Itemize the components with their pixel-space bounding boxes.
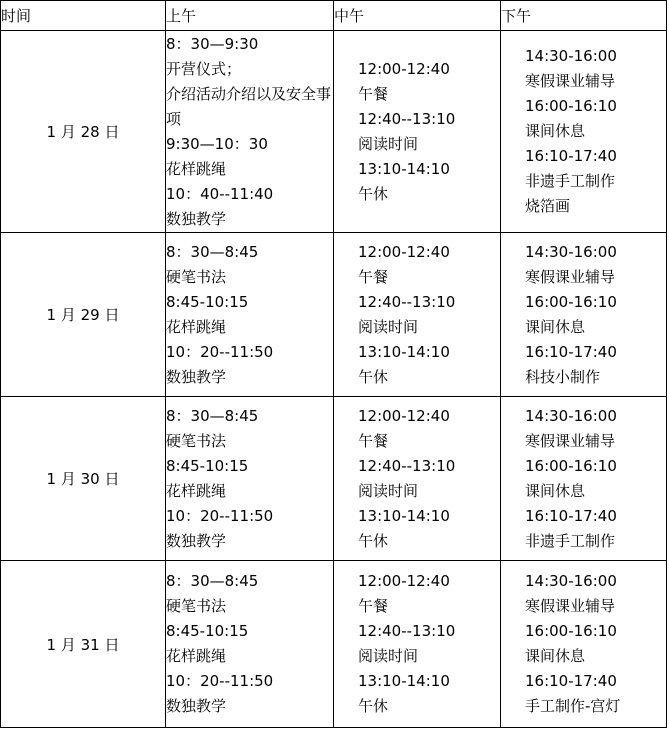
schedule-line: 午休 [358, 367, 389, 386]
schedule-line: 13:10-14:10 [358, 506, 450, 525]
noon-cell [334, 397, 501, 561]
schedule-line: 阅读时间 [358, 134, 419, 153]
schedule-line: 数独教学 [166, 367, 227, 386]
date-cell: 1 月 29 日 [1, 233, 166, 397]
date-cell: 1 月 30 日 [1, 397, 166, 561]
morning-cell [166, 31, 334, 233]
schedule-line: 12:00-12:40 [358, 59, 450, 78]
schedule-line: 16:10-17:40 [525, 342, 617, 361]
header-time: 时间 [1, 1, 166, 31]
schedule-line: 非遗手工制作 [525, 531, 616, 550]
schedule-line: 烧箔画 [525, 197, 571, 215]
schedule-line: 花样跳绳 [166, 481, 227, 500]
afternoon-cell [501, 233, 667, 397]
morning-cell [166, 233, 334, 397]
schedule-line: 8：30—9:30 [166, 34, 259, 53]
schedule-line: 13:10-14:10 [358, 672, 450, 690]
schedule-line: 课间休息 [525, 481, 586, 500]
schedule-line: 寒假课业辅导 [525, 267, 616, 286]
schedule-line: 12:00-12:40 [358, 572, 450, 590]
schedule-line: 10：20--11:50 [166, 672, 274, 690]
table-row [1, 233, 667, 397]
schedule-line: 阅读时间 [358, 481, 419, 500]
schedule-line: 花样跳绳 [166, 159, 227, 178]
schedule-line: 16:10-17:40 [525, 147, 617, 165]
schedule-line: 16:00-16:10 [525, 292, 617, 311]
schedule-line: 课间休息 [525, 122, 586, 140]
schedule-line: 12:40--13:10 [358, 109, 456, 128]
schedule-line: 数独教学 [166, 531, 227, 550]
table-row [1, 31, 667, 233]
schedule-line: 寒假课业辅导 [525, 72, 616, 90]
schedule-line: 13:10-14:10 [358, 159, 450, 178]
schedule-line: 午餐 [358, 84, 389, 103]
schedule-line: 开营仪式； [166, 59, 242, 78]
afternoon-cell [501, 397, 667, 561]
noon-cell [334, 561, 501, 728]
schedule-line: 介绍活动介绍以及安全事项 [166, 84, 332, 128]
schedule-line: 数独教学 [166, 697, 227, 715]
morning-cell [166, 561, 334, 728]
schedule-line: 10：40--11:40 [166, 184, 274, 203]
afternoon-cell [501, 561, 667, 728]
header-morning: 上午 [166, 1, 334, 31]
schedule-line: 硬笔书法 [166, 431, 227, 450]
schedule-line: 课间休息 [525, 317, 586, 336]
schedule-line: 阅读时间 [358, 317, 419, 336]
schedule-line: 课间休息 [525, 647, 586, 665]
schedule-line: 14:30-16:00 [525, 572, 617, 590]
schedule-line: 午休 [358, 531, 389, 550]
schedule-line: 科技小制作 [525, 367, 601, 386]
schedule-line: 10：20--11:50 [166, 506, 274, 525]
schedule-line: 午休 [358, 184, 389, 203]
table-row [1, 397, 667, 561]
schedule-line: 16:00-16:10 [525, 456, 617, 475]
schedule-line: 13:10-14:10 [358, 342, 450, 361]
noon-cell [334, 31, 501, 233]
schedule-line: 16:00-16:10 [525, 622, 617, 640]
schedule-line: 9:30—10：30 [166, 134, 268, 153]
schedule-line: 硬笔书法 [166, 597, 227, 615]
schedule-line: 午餐 [358, 431, 389, 450]
schedule-line: 8：30—8:45 [166, 242, 259, 261]
schedule-line: 12:00-12:40 [358, 242, 450, 261]
schedule-line: 8:45-10:15 [166, 456, 249, 475]
schedule-line: 12:40--13:10 [358, 622, 456, 640]
schedule-line: 硬笔书法 [166, 267, 227, 286]
schedule-line: 寒假课业辅导 [525, 597, 616, 615]
header-noon: 中午 [334, 1, 501, 31]
schedule-line: 14:30-16:00 [525, 47, 617, 65]
schedule-line: 寒假课业辅导 [525, 431, 616, 450]
schedule-line: 12:00-12:40 [358, 406, 450, 425]
table-row [1, 561, 667, 728]
date-cell: 1 月 31 日 [1, 561, 166, 728]
schedule-line: 非遗手工制作 [525, 172, 616, 190]
schedule-line: 手工制作-宫灯 [525, 697, 621, 715]
afternoon-cell [501, 31, 667, 233]
schedule-line: 8:45-10:15 [166, 292, 249, 311]
schedule-line: 16:10-17:40 [525, 506, 617, 525]
morning-cell [166, 397, 334, 561]
header-afternoon: 下午 [501, 1, 667, 31]
schedule-line: 午餐 [358, 267, 389, 286]
schedule-line: 花样跳绳 [166, 317, 227, 336]
schedule-line: 8：30—8:45 [166, 406, 259, 425]
schedule-line: 午餐 [358, 597, 389, 615]
schedule-line: 8:45-10:15 [166, 622, 249, 640]
schedule-line: 午休 [358, 697, 389, 715]
schedule-line: 14:30-16:00 [525, 242, 617, 261]
schedule-line: 12:40--13:10 [358, 456, 456, 475]
schedule-line: 16:10-17:40 [525, 672, 617, 690]
schedule-line: 10：20--11:50 [166, 342, 274, 361]
schedule-line: 14:30-16:00 [525, 406, 617, 425]
date-cell: 1 月 28 日 [1, 31, 166, 233]
schedule-line: 8：30—8:45 [166, 572, 259, 590]
schedule-line: 12:40--13:10 [358, 292, 456, 311]
schedule-line: 阅读时间 [358, 647, 419, 665]
noon-cell [334, 233, 501, 397]
header-row [1, 1, 667, 31]
schedule-line: 数独教学 [166, 209, 227, 228]
schedule-line: 花样跳绳 [166, 647, 227, 665]
schedule-line: 16:00-16:10 [525, 97, 617, 115]
